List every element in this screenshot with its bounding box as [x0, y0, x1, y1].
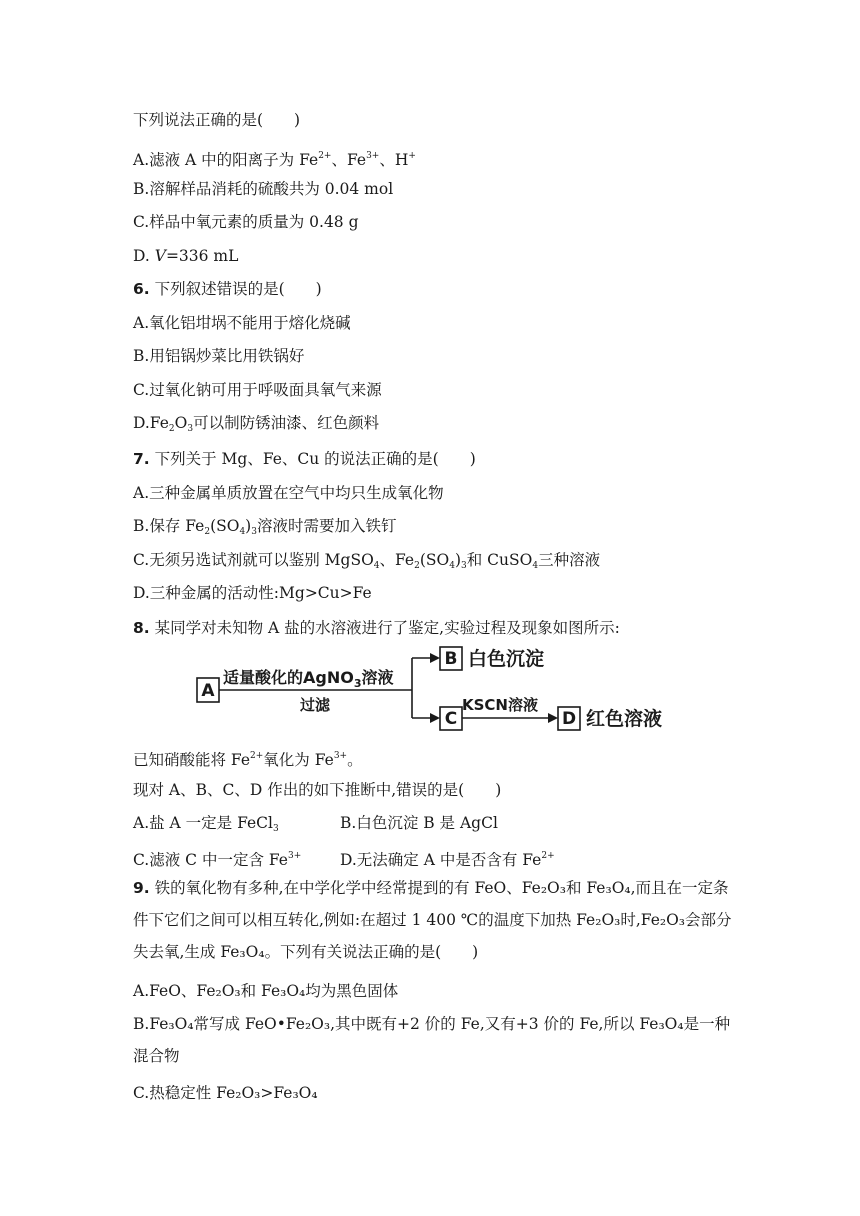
q8-options-cd: C.滤液 C 中一定含 $Fe^{3+}$ D.无法确定 A 中是否含有 $Fe^{2+}$	[133, 851, 555, 869]
q5-stem: 下列说法正确的是( )	[133, 111, 301, 129]
q9-stem: 9. 铁的氧化物有多种,在中学化学中经常提到的有 FeO、Fe₂O₃和 Fe₃O₄,而且在一定条件下它们之间可以相互转化,例如:在超过 1 400 ℃的温度下加热 Fe₂O₃时,Fe₂O₃会部分失去氧,生成 Fe₃O₄。下列有关说法正确的是( )	[133, 879, 732, 961]
q5-option-b: B.溶解样品消耗的硫酸共为 0.04 mol	[133, 180, 394, 198]
label-b: 白色沉淀	[468, 648, 545, 670]
q5-option-a: A.滤液 A 中的阳离子为 $Fe^{2+}$、$Fe^{3+}$、H+	[133, 151, 416, 169]
q9-option-b: B.Fe₃O₄常写成 FeO•Fe₂O₃,其中既有+2 价的 Fe,又有+3 价的 Fe,所以 Fe₃O₄是一种混合物	[133, 1015, 731, 1065]
q8-ask: 现对 A、B、C、D 作出的如下推断中,错误的是( )	[133, 781, 502, 799]
box-c-label: C	[444, 709, 458, 729]
q7-option-d: D.三种金属的活动性:Mg>Cu>Fe	[133, 584, 372, 602]
label-d: 红色溶液	[586, 708, 663, 730]
arrow-to-d	[548, 713, 558, 723]
q7-option-c: C.无须另选试剂就可以鉴别 MgSO$_4$、$Fe_2(SO_4)_3$和 CuSO$_4$三种溶液	[133, 551, 601, 571]
reagent-bottom: 过滤	[300, 696, 331, 714]
q6-option-a: A.氧化铝坩埚不能用于熔化烧碱	[133, 314, 351, 332]
q6-option-c: C.过氧化钠可用于呼吸面具氧气来源	[133, 381, 382, 399]
q5-option-d: D. V=336 mL	[133, 247, 239, 265]
q8-stem: 8. 某同学对未知物 A 盐的水溶液进行了鉴定,实验过程及现象如图所示:	[133, 619, 620, 637]
box-a-label: A	[201, 681, 215, 701]
q6-option-d: $D.Fe_2O_3$可以制防锈油漆、红色颜料	[133, 414, 380, 434]
reagent-kscn: KSCN溶液	[462, 696, 538, 714]
q7-option-b: B.保存 $Fe_2(SO_4)_3$溶液时需要加入铁钉	[133, 517, 397, 537]
q8-flow-diagram	[190, 640, 690, 745]
reagent-top: 适量酸化的AgNO$_3$溶液	[223, 668, 394, 690]
q7-stem: 7. 下列关于 Mg、Fe、Cu 的说法正确的是( )	[133, 450, 476, 468]
arrow-to-c	[430, 713, 440, 723]
q6-stem: 6. 下列叙述错误的是( )	[133, 280, 322, 298]
q5-option-c: C.样品中氧元素的质量为 0.48 g	[133, 213, 359, 231]
q6-option-b: B.用铝锅炒菜比用铁锅好	[133, 347, 305, 365]
box-d-label: D	[561, 709, 577, 729]
arrow-to-b	[430, 653, 440, 663]
q8-note: 已知硝酸能将 $Fe^{2+}$氧化为 $Fe^{3+}$。	[133, 751, 363, 769]
q9-option-c: C.热稳定性 Fe₂O₃>Fe₃O₄	[133, 1084, 318, 1102]
q8-options-ab: A.盐 A 一定是 FeCl$_3$ B.白色沉淀 B 是 AgCl	[133, 814, 498, 834]
box-b-label: B	[444, 649, 458, 669]
q7-option-a: A.三种金属单质放置在空气中均只生成氧化物	[133, 484, 444, 502]
q9-option-a: A.FeO、Fe₂O₃和 Fe₃O₄均为黑色固体	[133, 982, 399, 1000]
